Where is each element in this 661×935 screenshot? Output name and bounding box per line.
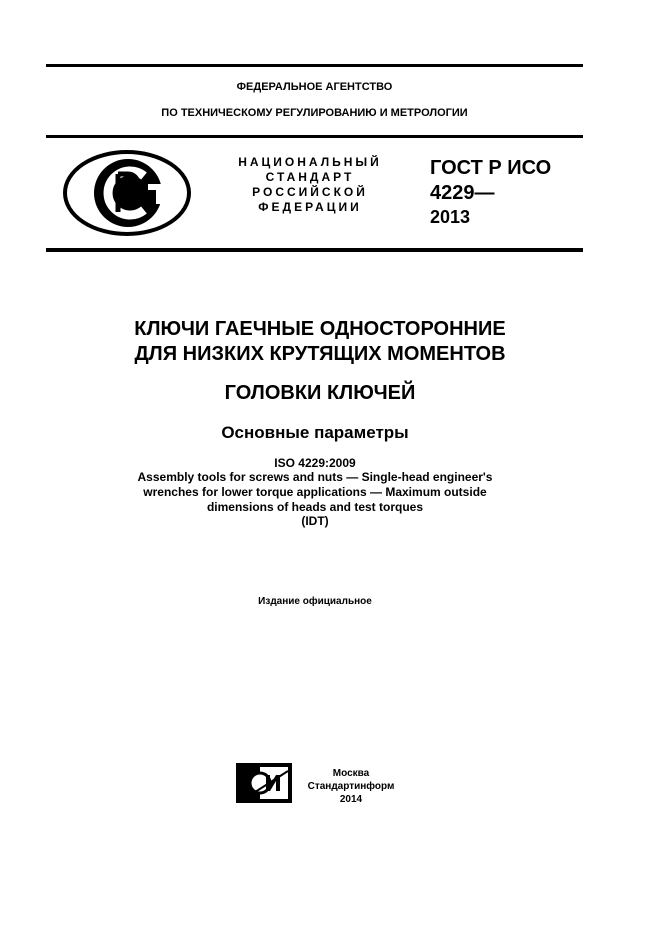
national-standard-line-4: ФЕДЕРАЦИИ — [258, 200, 362, 214]
gost-designation-line-2: 4229— — [430, 182, 495, 204]
edition-label: Издание официальное — [258, 596, 372, 607]
subtitle: ГОЛОВКИ КЛЮЧЕЙ — [224, 382, 416, 404]
english-title-line-1: Assembly tools for screws and nuts — Single-head engineer's — [137, 470, 493, 484]
publisher-city: Москва — [332, 768, 370, 779]
gost-designation-line-1: ГОСТ Р ИСО — [430, 157, 552, 179]
national-standard-line-3: РОССИЙСКОЙ — [252, 185, 368, 199]
national-standard-line-1: НАЦИОНАЛЬНЫЙ — [238, 155, 382, 169]
standartinform-logo-icon — [236, 763, 292, 803]
publisher-name: Стандартинформ — [307, 781, 395, 792]
section-title: Основные параметры — [221, 423, 409, 442]
agency-line-1: ФЕДЕРАЛЬНОЕ АГЕНТСТВО — [236, 81, 393, 93]
title-line-2: ДЛЯ НИЗКИХ КРУТЯЩИХ МОМЕНТОВ — [134, 343, 506, 365]
rst-logo-icon — [62, 150, 192, 236]
english-title-line-2: wrenches for lower torque applications — Maximum outside — [143, 485, 487, 499]
agency-line-2: ПО ТЕХНИЧЕСКОМУ РЕГУЛИРОВАНИЮ И МЕТРОЛОГИИ — [161, 107, 468, 119]
english-title-line-3: dimensions of heads and test torques — [206, 500, 424, 514]
title-line-1: КЛЮЧИ ГАЕЧНЫЕ ОДНОСТОРОННИЕ — [134, 318, 506, 340]
standard-block-rule — [46, 248, 583, 252]
top-rule — [46, 64, 583, 67]
national-standard-line-2: СТАНДАРТ — [265, 170, 355, 184]
iso-reference: ISO 4229:2009 — [274, 456, 356, 470]
gost-designation-year: 2013 — [430, 207, 471, 227]
publisher-year: 2014 — [339, 794, 363, 805]
equivalence-degree: (IDT) — [301, 514, 329, 528]
agency-rule — [46, 135, 583, 138]
